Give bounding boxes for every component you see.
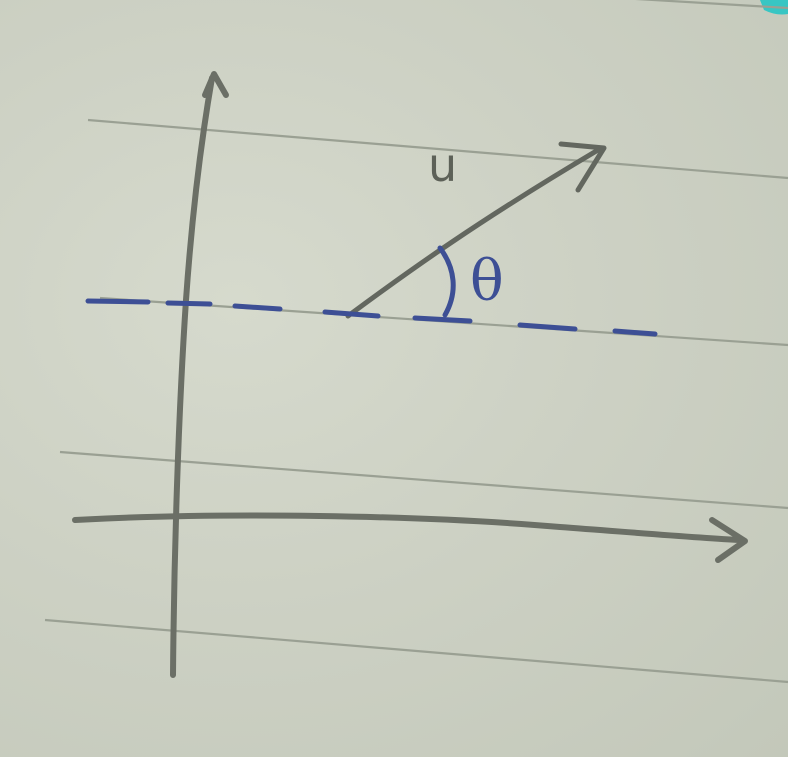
- ruled-line: [45, 620, 788, 682]
- dashed-reference-line: [88, 301, 655, 334]
- dash: [615, 331, 655, 334]
- dash: [520, 325, 575, 329]
- angle-arc: [440, 248, 453, 315]
- dash: [88, 301, 148, 302]
- dash: [325, 312, 378, 316]
- dash: [168, 303, 210, 304]
- dash: [235, 306, 280, 309]
- axes: [75, 74, 745, 675]
- angle-label: θ: [470, 249, 504, 314]
- ruled-line: [60, 452, 788, 508]
- vector-label: u: [428, 138, 458, 192]
- ruled-lines: [45, 0, 788, 682]
- vertical-axis-arrow-icon: [205, 74, 226, 95]
- vertical-axis: [173, 78, 212, 675]
- dash: [415, 318, 470, 321]
